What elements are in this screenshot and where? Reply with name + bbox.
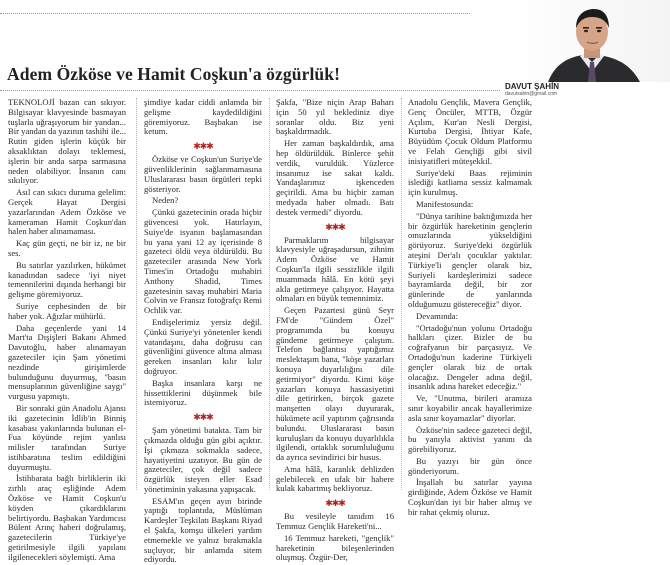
article-paragraph: şimdiye kadar ciddi anlamda bir gelişme kaydedildiğini göremiyoruz. Başbakan ise ketum. bbox=[144, 97, 262, 137]
article-paragraph: Özköse'nin sadece gazeteci değil, bu yanıyla aktivist yanını da görebiliyoruz. bbox=[408, 424, 532, 455]
top-rule bbox=[0, 13, 470, 14]
article-paragraph: 16 Temmuz hareketi, "gençlik" hareketinin bileşenlerinden oluşmuş. Özgür-Der, bbox=[276, 532, 394, 563]
author-name: DAVUT ŞAHİN bbox=[505, 82, 560, 91]
author-portrait-image bbox=[508, 0, 670, 82]
article-paragraph: Suriye'deki Baas rejiminin islediği katliama sessiz kalmamak için kurulmuş. bbox=[408, 167, 532, 198]
author-email: davutsahin@gmail.com bbox=[505, 91, 558, 97]
article-paragraph: Şam yönetimi batakta. Tam bir çıkmazda olduğu gün gibi açıktır. İşi çıkmaza sokmakla sadece, hayatiyetini uzatıyor. Bu gün de gazeteciler, çok değil sadece özgürlük isteyen eller Esad yönetiminin yakasına yapışacak. bbox=[144, 425, 262, 494]
article-headline: Adem Özköse ve Hamit Coşkun'a özgürlük! bbox=[7, 64, 341, 84]
article-paragraph: Bu vesileyle tanıdım 16 Temmuz Gençlik Hareketi'ni... bbox=[276, 511, 394, 532]
article-paragraph: İnşallah bu satırlar yayına girdiğinde, Adem Özköse ve Hamit Coşkun'dan iyi bir haber almış ve bir rahat çekmiş oluruz. bbox=[408, 477, 532, 517]
article-paragraph: Neden? bbox=[152, 195, 179, 206]
author-byline bbox=[505, 82, 559, 98]
article-paragraph: Endişelerimiz yersiz değil. Çünkü Suriye'yi yönetenler kendi vatandaşını, daha doğrusu can güvenliğini güvence altına alması gereken insanları kılır kılır doğruyor. bbox=[144, 316, 262, 376]
article-paragraph: "Ortadoğu'nun yolunu Ortadoğu halkları çizer. Bizler de bu coğrafyanın bir parçasıyız. Ve Ortadoğu'nun kaderine Türkiyeli gençler olarak biz de ortak olacağız. Dengeler adına değil, insanlık adına hareket edeceğiz." bbox=[408, 322, 532, 392]
article-column-1 bbox=[8, 97, 126, 562]
article-paragraph: Şakfa, "Bize niçin Arap Baharı için 50 yıl beklediniz diye soranlar oldu. Biz yeni başkaldırmadık. bbox=[276, 97, 394, 137]
article-paragraph: TEKNOLOJİ bazan can sıkıyor. Bilgisayar klavyesinde basmayan tuşlarla uğraşıyorum bir yandan... Bir yandan da yazının tashihi ile... Rutin giden işlerin küçük bir aksaklıktan dolayı teklemesi, işlerin bir anda sarpa sarmasına neden olabiliyor. İnsanın canı sıkılıyor. bbox=[8, 97, 126, 186]
section-separator-stars-icon: ✱✱✱ bbox=[193, 141, 213, 152]
section-separator-stars-icon: ✱✱✱ bbox=[325, 498, 345, 509]
article-paragraph: Asıl can sıkıcı duruma gelelim: Gerçek Hayat Dergisi yazarlarından Adem Özköse ve kameraman Hamit Coşkun'dan halen haber alınamaması. bbox=[8, 187, 126, 237]
article-paragraph: "Dünya tarihine baktığımızda her bir özgürlük hareketinin gençlerin omuzlarında yükseldiğini görüyoruz. Suriye'deki özgürlük ateşini Der'alı çocuklar yaktılar. Türkiye'li gençler olarak biz, Suriyeli kardeşlerimizi sadece bayramlarda değil, bir zor günlerinde de yanlarında olduğumuzu göstereceğiz" diyor. bbox=[408, 210, 532, 309]
article-paragraph: Bu satırlar yazılırken, hükümet kanadından sadece 'iyi niyet temennilerini dışında herhangi bir gelişme göremiyoruz. bbox=[8, 259, 126, 300]
article-column-4 bbox=[408, 97, 532, 517]
article-paragraph: Her zaman başkaldırdık, ama hep öldürüldük. Binlerce şehit verdik, vuruldük. Yüzlerce insanımız ise sakat kaldı. Yandaşlarımız işkenceden geçirildi. Ama bu hiçbir zaman medyada haber olmadı. Batı destek vermedi" diyordu. bbox=[276, 138, 394, 217]
title-rule bbox=[0, 90, 500, 91]
article-paragraph: Bu yazıyı bir gün önce gönderiyorum. bbox=[408, 455, 532, 476]
article-paragraph: Ama hâlâ, karanlık dehlizden gelebilecek en ufak bir habere kulak kabartmış bekliyoruz. bbox=[276, 463, 394, 494]
article-paragraph: Parmaklarım bilgisayar klavyesiyle uğraşadursun, zihnim Adem Özköse ve Hamit Coşkun'la ilgili sessizlikle ilgili muammada hâlâ. En kötü şeyi akla getirmeye çalışıyor. Hayatta olmaları en büyük temennimiz. bbox=[276, 234, 394, 304]
article-paragraph: Suriye cephesinden de bir haber yok. Ağızlar mühürlü. bbox=[8, 300, 126, 321]
article-paragraph: Başka insanlara karşı ne hissettiklerini düşünmek bile istemiyoruz. bbox=[144, 377, 262, 408]
article-paragraph: Bir sonraki gün Anadolu Ajansı iki gazetecinin İdlib'in Binniş kasabası yakınlarında bulunan el-Fua köyünde rejim yanlısı milisler tarafından Suriye istihbaratına teslim edildiğini duyurmuştu. bbox=[8, 402, 126, 472]
section-separator-stars-icon: ✱✱✱ bbox=[325, 221, 345, 232]
article-paragraph: Daha geçenlerde yani 14 Mart'ta Dışişleri Bakanı Ahmed Davutoğlu, haber alınamayan gazeteciler için Şam yönetimi nezdinde girişimlerde bulunduğunu duyurmuş, "basın mensuplarının güvenliğine saygı" vurgusu yapmıştı. bbox=[8, 322, 126, 402]
author-photo bbox=[508, 0, 670, 82]
article-column-3 bbox=[276, 97, 394, 563]
section-separator-stars-icon: ✱✱✱ bbox=[193, 412, 213, 423]
article-paragraph: Manifestosunda: bbox=[416, 198, 474, 209]
article-paragraph: Devamında: bbox=[416, 310, 458, 321]
column-divider bbox=[401, 98, 402, 490]
article-paragraph: Ve, "Unutma, birileri aramıza sınır koyabilir ancak hayallerimize asla sınır koyamazlar" diyorlar. bbox=[408, 393, 532, 423]
article-paragraph: Kaç gün geçti, ne bir iz, ne bir ses. bbox=[8, 238, 126, 258]
article-paragraph: İstihbarata bağlı birliklerin iki zırhlı araç eşliğinde Adem Özköse ve Hamit Coşkun'u köyden çıkardıklarını belirtiyordu. Başbakan Yardımcısı Bülent Arınç haberi doğrulamış, gazetecilerin Türkiye'ye getirilmesiyle ilgili yapılanı ilgilenecekleri söylemişti. Ama bbox=[8, 473, 126, 562]
article-paragraph: Özköse ve Coşkun'un Suriye'de güvenliklerinin sağlanmamasına Uluslararası basın örgütleri tepki gösteriyor. bbox=[144, 154, 262, 194]
article-column-2 bbox=[144, 97, 262, 565]
article-paragraph: Anadolu Gençlik, Mavera Gençlik, Genç Öncüler, MTTB, Özgür Açılım, Kur'an Nesli Dergisi, Kurtuba Dergisi, İhtiyar Kafe, Büyüdüm Çocuk Oldum Platformu ve Felah Gençliği gibi sivil inisiyatifleri müteşekkil. bbox=[408, 97, 532, 166]
article-paragraph: Çünkü gazetecinin orada hiçbir güvencesi yok. Hatırlayın, Suiye'de isyanın başlamasından bu yana yani 12 ay içerisinde 8 gazeteci öldü veya öldürüldü. Bu gazeteciler arasında New York Times'in Ortadoğu muhabiri Anthony Shadid, Times gazetesinin savaş muhabiri Maria Colvin ve Fransız fotoğrafçı Remi Ochlik var. bbox=[144, 207, 262, 316]
article-paragraph: ESAM'ın geçen ayın birinde yaptığı toplantıda, Müslüman Kardeşler Teşkilatı Başkanı Riyad el Şakfa, komşu ülkeleri yardım etmemekle ve yalnız bırakmakla suçluyor, bir anlamda sitem ediyordu. bbox=[144, 495, 262, 565]
column-divider bbox=[136, 98, 137, 490]
column-divider bbox=[269, 98, 270, 490]
article-paragraph: Geçen Pazartesi günü Seyr FM'de "Gündem Özel" programımda bu konuyu gündeme getirmeye çalıştım. Telefon bağlantısı yaptığımız meslektaşım bana, "köşe yazarları konuya duyarlılığını dile getirmiyor" diyordu. Kimi köşe yazarları konuya hassasiyetini dile getirirken, birçok gazete manşetten olayı duyurarak, hükümete acil yaptırım çağrısında bulundu. Uluslararası basın kuruluşları da konuyu duyarlılıkla ilgilendi, ortaklık sorumluluğunu da ayrıca sevindirici bir husus. bbox=[276, 305, 394, 463]
